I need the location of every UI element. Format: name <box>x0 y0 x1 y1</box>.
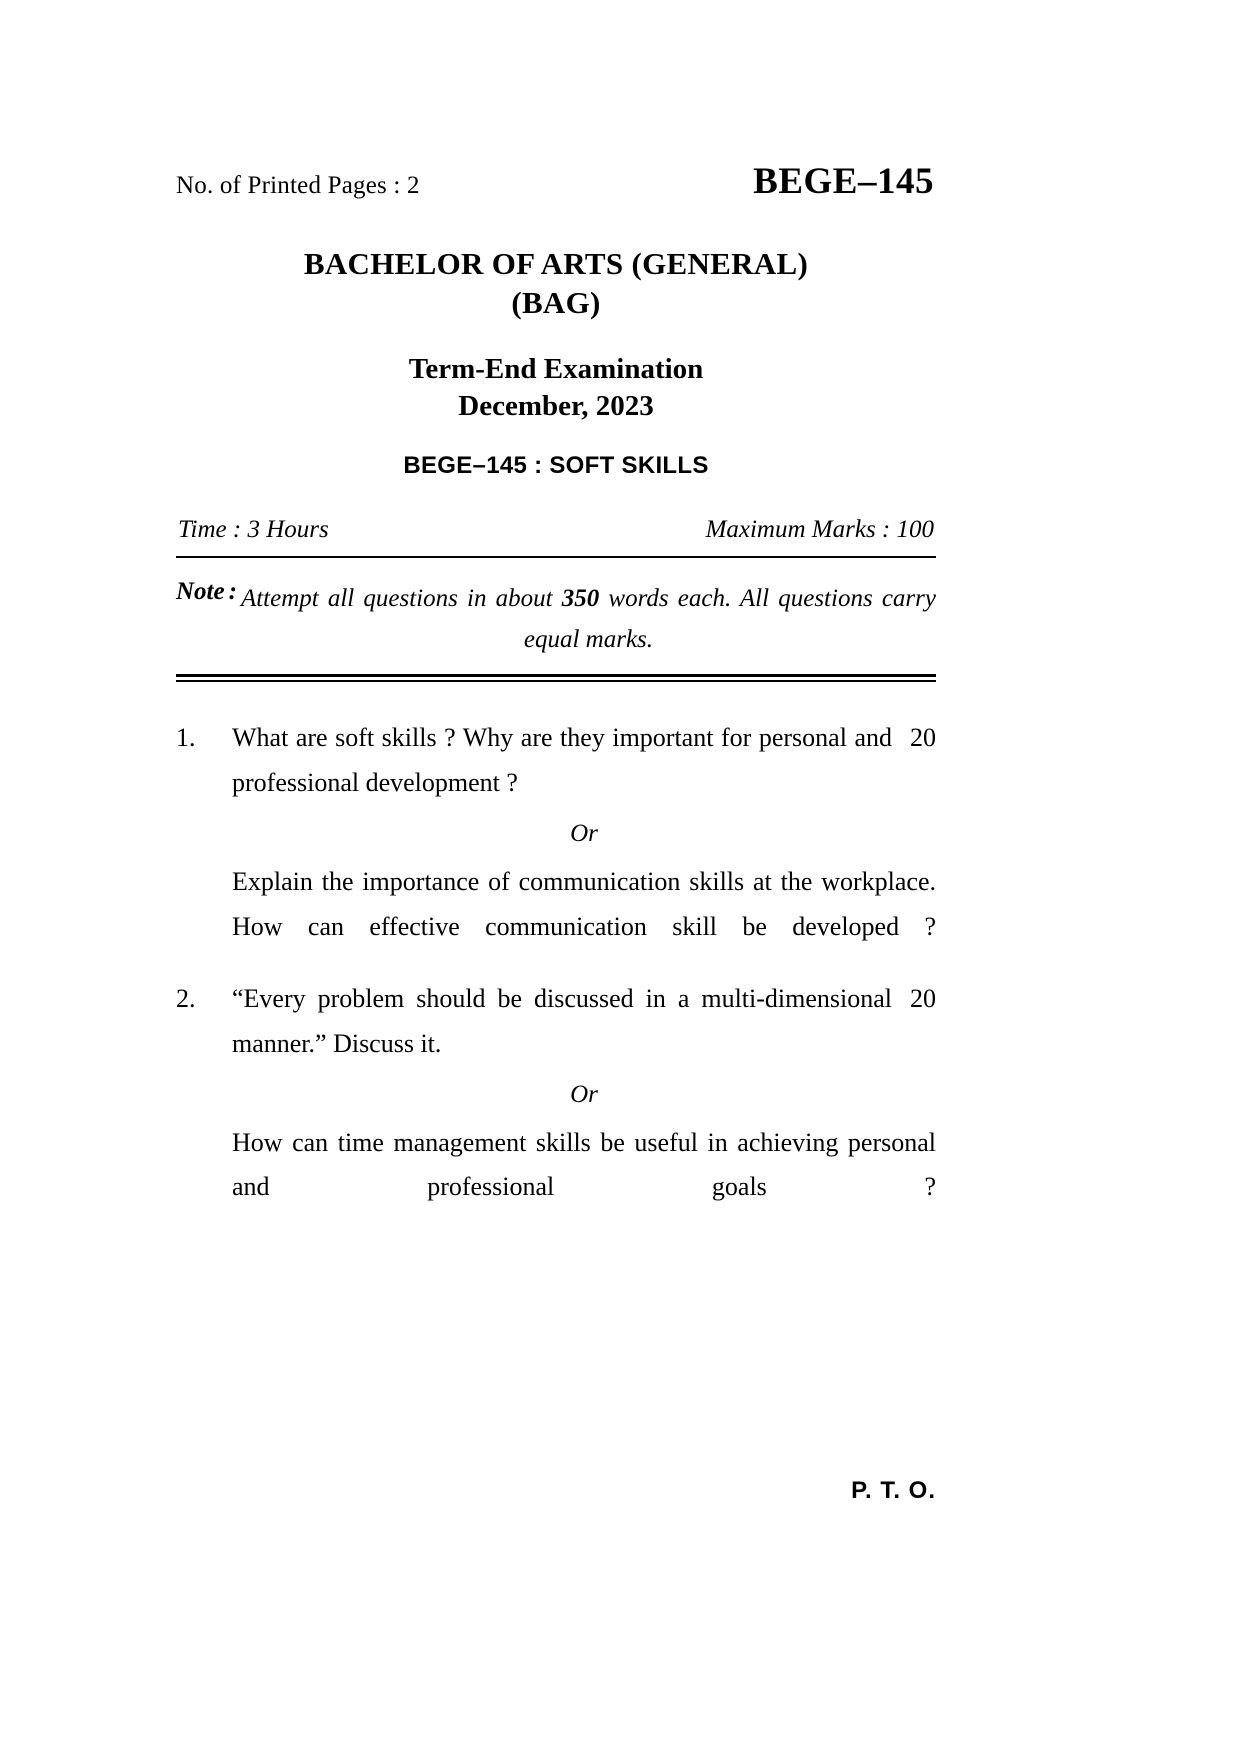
question-text <box>232 977 936 1066</box>
note-colon: : <box>228 577 237 605</box>
programme-title: BACHELOR OF ARTS (GENERAL) <box>303 246 809 281</box>
exam-max-marks: Maximum Marks : 100 <box>705 515 934 543</box>
question-text <box>232 716 936 805</box>
question-item <box>176 716 936 949</box>
note-text-part2: words each. All questions carry equal marks. <box>523 584 936 654</box>
pto-label: P. T. O. <box>851 1477 936 1504</box>
examination-date: December, 2023 <box>458 390 654 423</box>
page-header <box>176 160 936 203</box>
question-marks: 20 <box>910 984 936 1014</box>
question-alternative: How can time management skills be useful in achieving personal and professional goals ? <box>232 1127 936 1202</box>
question-item <box>176 977 936 1210</box>
note-text-part1: Attempt all questions in about <box>240 584 562 612</box>
question-marks: 20 <box>910 723 936 753</box>
question-statement: “Every problem should be discussed in a multi-dimensional manner.” Discuss it. <box>232 984 892 1058</box>
question-statement: What are soft skills ? Why are they important for personal and professional development ? <box>232 723 892 798</box>
page-footer <box>176 1455 936 1505</box>
divider-bottom <box>176 674 936 682</box>
divider-top <box>176 556 936 558</box>
or-separator: Or <box>570 819 598 847</box>
question-alternative: Explain the importance of communication skills at the workplace. How can effective communication skill be developed ? <box>232 866 936 941</box>
question-number: 1. <box>176 723 196 753</box>
note-word-count: 350 <box>561 584 600 612</box>
questions-list <box>176 716 936 1210</box>
note-text <box>241 578 936 661</box>
question-body <box>232 977 936 1210</box>
programme-abbreviation: (BAG) <box>511 284 601 320</box>
question-number: 2. <box>176 984 196 1014</box>
course-code: BEGE–145 <box>753 161 934 202</box>
examination-type: Term-End Examination <box>408 352 704 385</box>
printed-pages-label: No. of Printed Pages : 2 <box>176 172 420 199</box>
exam-info-row <box>176 516 936 544</box>
title-block <box>176 245 936 480</box>
paper-title: BEGE–145 : SOFT SKILLS <box>403 451 709 479</box>
or-separator: Or <box>570 1080 598 1108</box>
page-content <box>176 160 936 1210</box>
note-block <box>176 578 936 661</box>
note-label: Note <box>176 577 225 605</box>
question-body <box>232 716 936 949</box>
exam-time: Time : 3 Hours <box>178 515 329 543</box>
